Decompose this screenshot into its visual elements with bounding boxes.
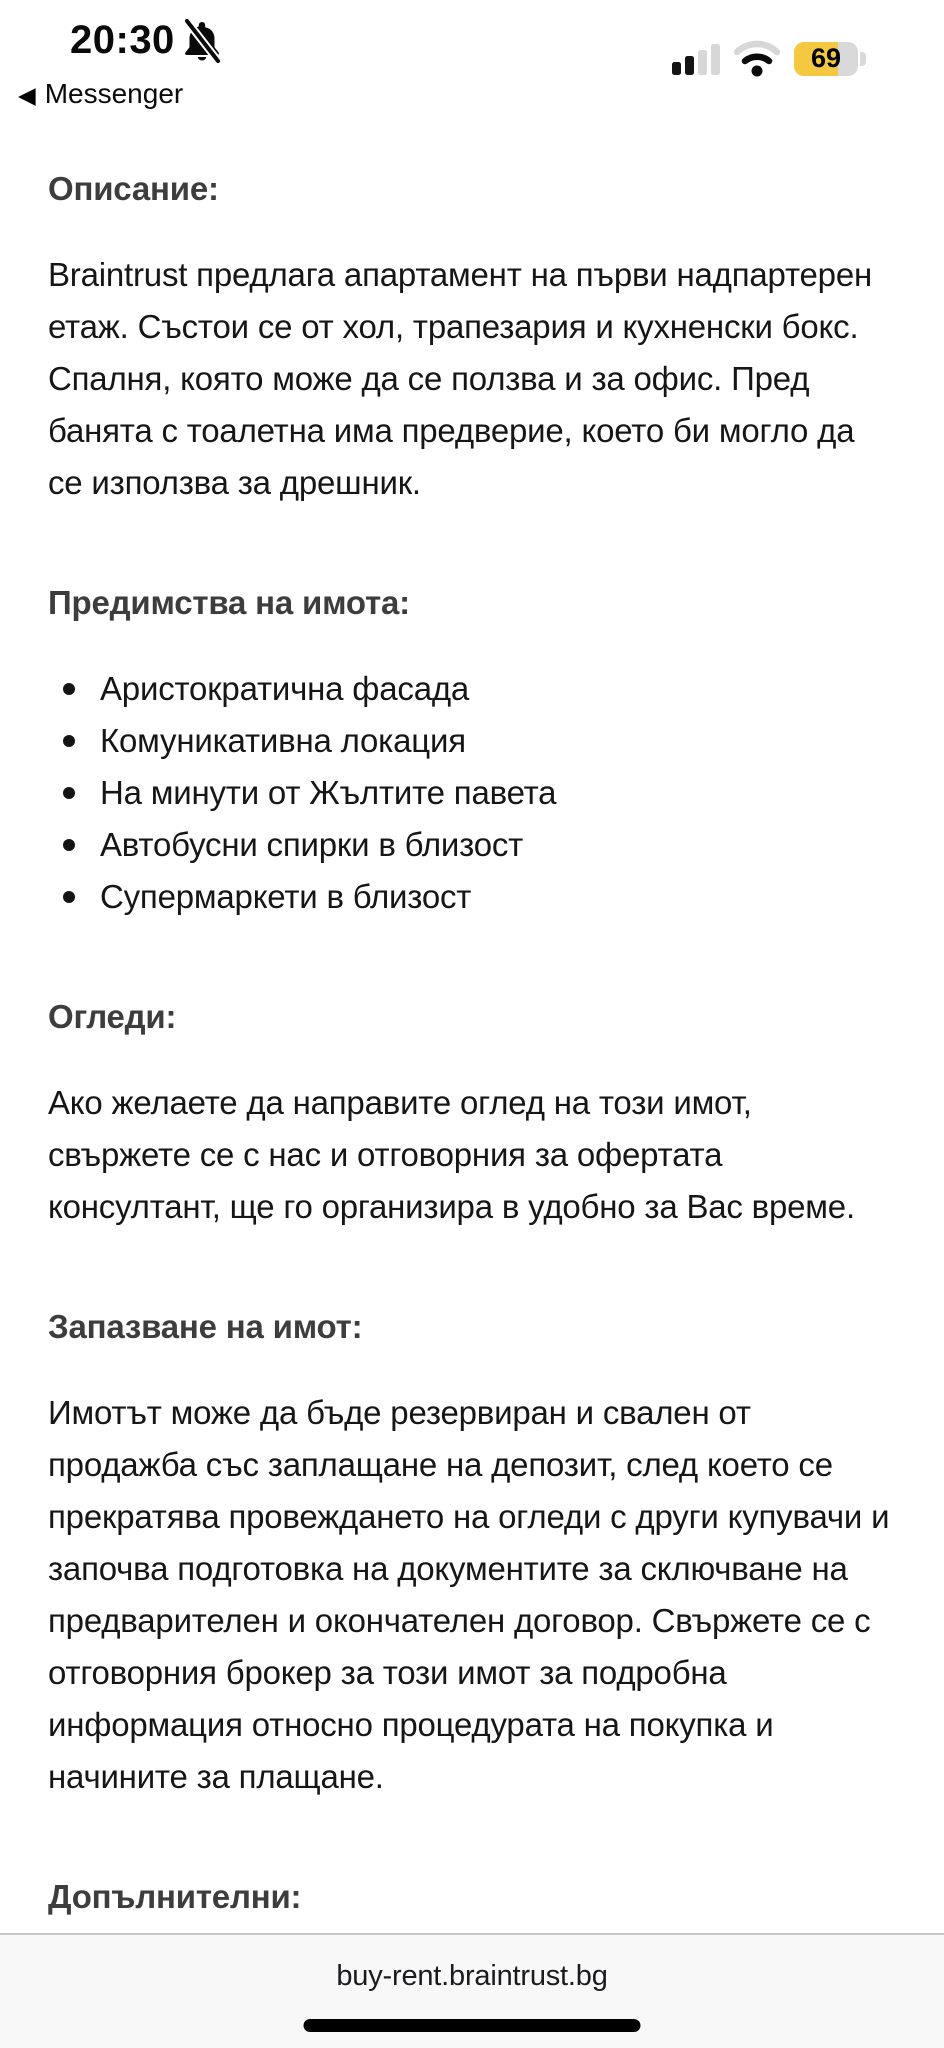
viewings-paragraph: Ако желаете да направите оглед на този имот, свържете се с нас и отговорния за офертата консултант, ще го организира в удобно за Вас време. [48, 1084, 855, 1225]
list-item: На минути от Жълтите павета [48, 767, 896, 819]
battery-nub [860, 52, 866, 66]
cellular-signal-icon [672, 44, 720, 75]
status-icons-group [672, 40, 866, 78]
address-bar[interactable]: buy-rent.braintrust.bg [336, 1960, 608, 1992]
webpage-content [0, 125, 944, 2048]
battery-icon [794, 42, 866, 76]
list-item: Комуникативна локация [48, 715, 896, 767]
back-triangle-icon: ◀ [18, 81, 36, 108]
list-item: Автобусни спирки в близост [48, 819, 896, 871]
bell-slash-icon [182, 19, 222, 63]
section-heading-advantages: Предимства на имота: [48, 584, 410, 621]
back-to-app-button[interactable] [18, 76, 183, 112]
list-item: Аристократична фасада [48, 663, 896, 715]
section-heading-reservation: Запазване на имот: [48, 1308, 363, 1345]
reservation-paragraph: Имотът може да бъде резервиран и свален от продажба със заплащане на депозит, след което се прекратява провеждането на огледи с други купувачи и започва подготовка на документите за сключване на предварителен и окончателен договор. Свържете се с отговорния брокер за този имот за подробна информация относно процедурата на покупка и начините за плащане. [48, 1394, 890, 1795]
home-indicator[interactable] [304, 2019, 641, 2032]
battery-percent: 69 [810, 42, 842, 73]
section-heading-viewings: Огледи: [48, 998, 177, 1035]
back-app-label: Messenger [44, 78, 184, 109]
list-item: Супермаркети в близост [48, 871, 896, 923]
browser-bottom-bar [0, 1933, 944, 2048]
description-paragraph: Braintrust предлага апартамент на първи надпартерен етаж. Състои се от хол, трапезария и кухненски бокс. Спалня, която може да се ползва и за офис. Пред банята с тоалетна има предверие, което би могло да се използва за дрешник. [48, 256, 873, 501]
status-time-group [70, 16, 222, 64]
wifi-icon [733, 40, 781, 78]
clock: 20:30 [70, 17, 175, 62]
section-heading-additional: Допълнителни: [48, 1878, 302, 1915]
status-bar [0, 0, 944, 125]
section-heading-description: Описание: [48, 170, 219, 207]
advantages-list [48, 663, 896, 923]
